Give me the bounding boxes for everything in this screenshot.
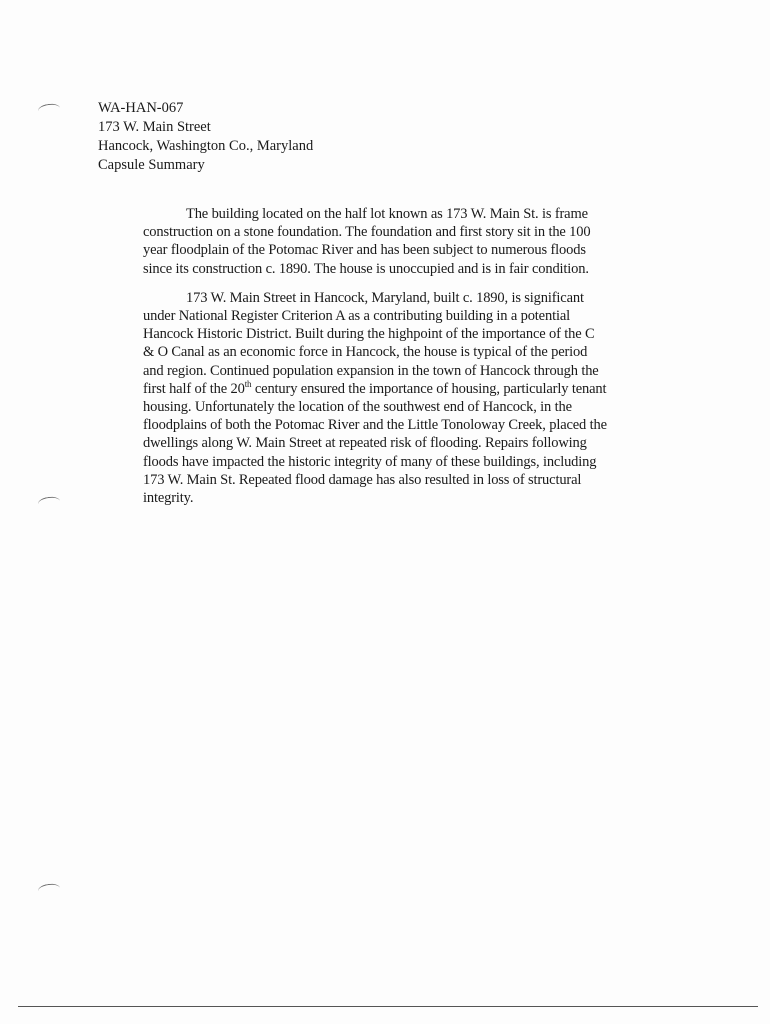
paragraph-line-with-superscript — [143, 380, 633, 398]
line-part: first half of the 20 — [143, 380, 245, 397]
paragraph-line: floodplains of both the Potomac River and the Little Tonoloway Creek, placed the — [143, 417, 607, 434]
paragraph-description — [143, 205, 633, 278]
document-type: Capsule Summary — [98, 157, 205, 173]
punch-hole-mark-middle — [37, 496, 60, 510]
paragraph-line: under National Register Criterion A as a contributing building in a potential — [143, 308, 570, 325]
line-part: century ensured the importance of housing, particularly tenant — [251, 380, 607, 397]
paragraph-line: & O Canal as an economic force in Hancock, the house is typical of the period — [143, 344, 588, 361]
site-id: WA-HAN-067 — [98, 100, 184, 116]
paragraph-line: 173 W. Main St. Repeated flood damage has also resulted in loss of structural — [143, 471, 582, 488]
superscript-th: th — [244, 379, 252, 389]
summary-body — [143, 205, 633, 518]
paragraph-line: 173 W. Main Street in Hancock, Maryland, built c. 1890, is significant — [186, 289, 584, 306]
paragraph-line: floods have impacted the historic integrity of many of these buildings, including — [143, 453, 597, 470]
paragraph-line: construction on a stone foundation. The foundation and first story sit in the 100 — [143, 224, 591, 241]
document-header — [98, 99, 313, 175]
punch-hole-mark-bottom — [37, 883, 60, 897]
paragraph-line: integrity. — [143, 490, 194, 507]
paragraph-significance — [143, 289, 633, 507]
address: 173 W. Main Street — [98, 119, 211, 135]
paragraph-line: housing. Unfortunately the location of the southwest end of Hancock, in the — [143, 399, 572, 416]
paragraph-line: and region. Continued population expansion in the town of Hancock through the — [143, 362, 599, 379]
paragraph-line: year floodplain of the Potomac River and has been subject to numerous floods — [143, 242, 586, 259]
punch-hole-mark-top — [37, 103, 60, 117]
paragraph-line: since its construction c. 1890. The house is unoccupied and is in fair condition. — [143, 260, 589, 277]
bottom-scan-edge — [18, 1006, 758, 1007]
paragraph-line: Hancock Historic District. Built during the highpoint of the importance of the C — [143, 326, 595, 343]
location: Hancock, Washington Co., Maryland — [98, 138, 314, 154]
paragraph-line: The building located on the half lot known as 173 W. Main St. is frame — [186, 206, 588, 222]
paragraph-line: dwellings along W. Main Street at repeated risk of flooding. Repairs following — [143, 435, 587, 452]
